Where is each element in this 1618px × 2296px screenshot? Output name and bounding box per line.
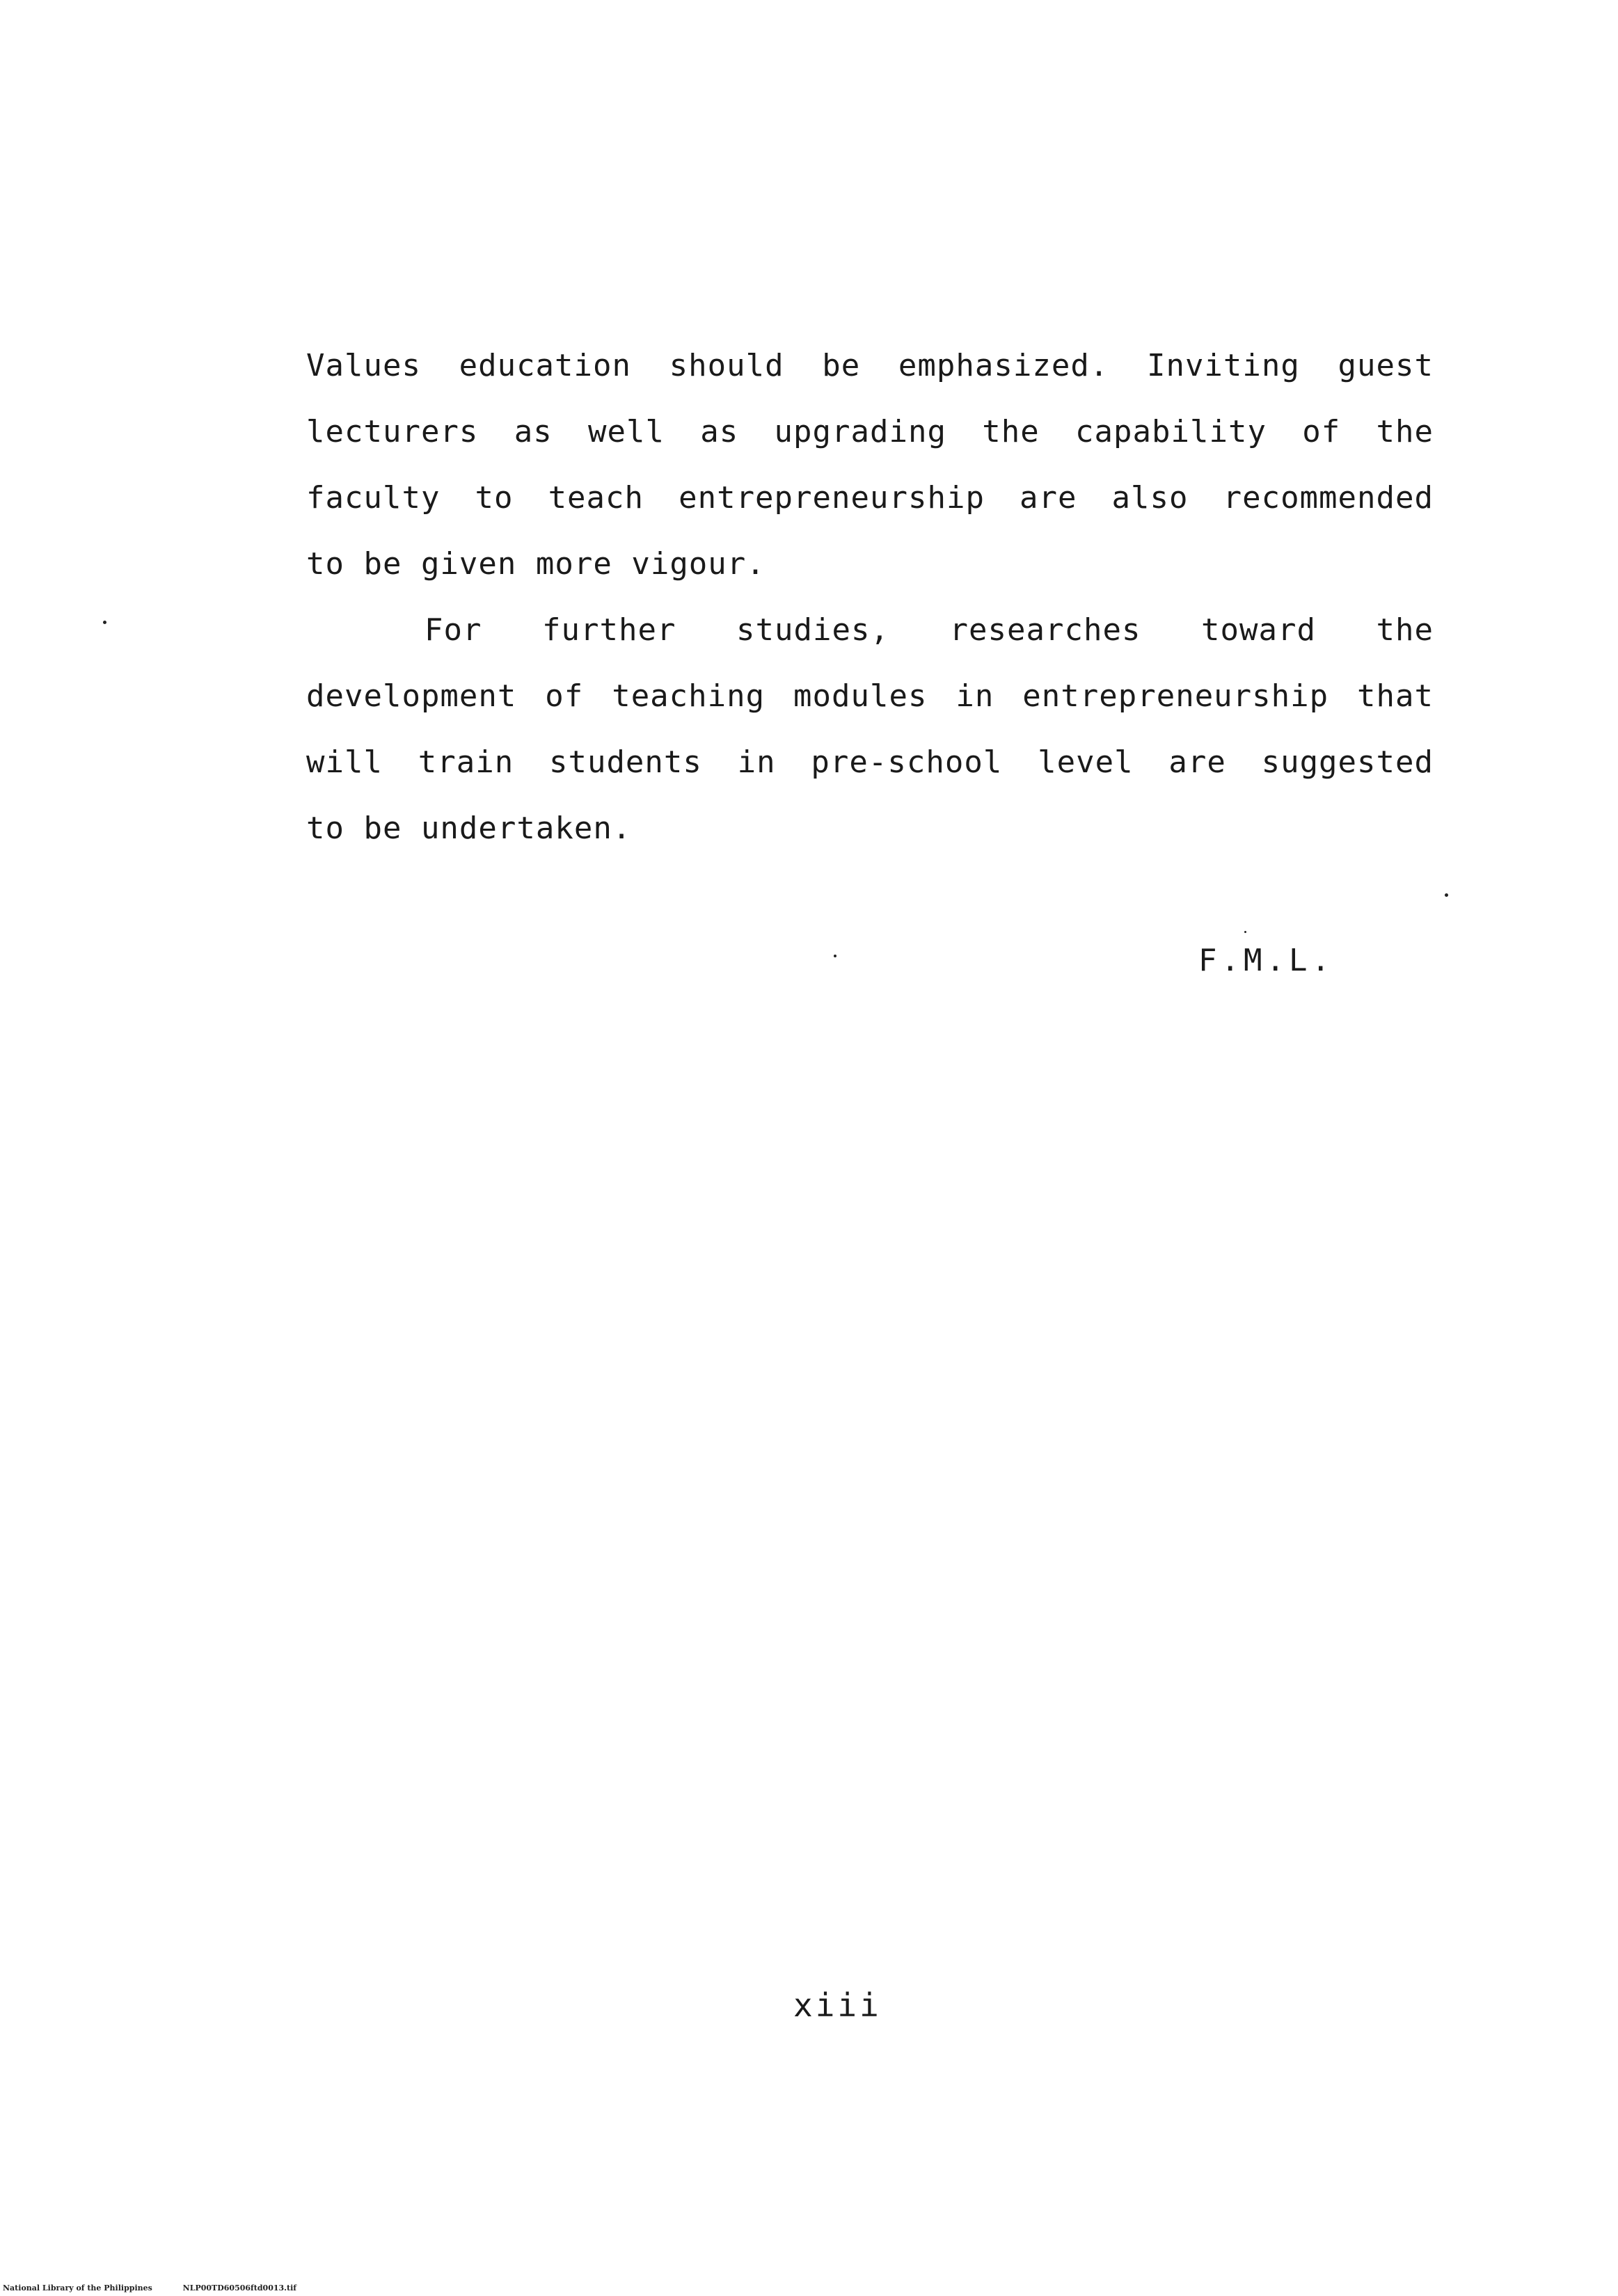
- paragraph-2-line: For further studies, researches toward the: [425, 612, 1434, 648]
- footer-file-name: NLP00TD60506ftd0013.tif: [182, 2283, 296, 2293]
- scan-speck: [1244, 931, 1246, 933]
- author-initials: F.M.L.: [1198, 943, 1334, 978]
- body-text: [306, 333, 1434, 861]
- scan-speck: [103, 621, 106, 624]
- paragraph-1-line: to be given more vigour.: [306, 546, 766, 582]
- scan-footer: [3, 2283, 296, 2293]
- footer-library-name: National Library of the Philippines: [3, 2283, 152, 2293]
- scan-speck: [834, 955, 836, 957]
- paragraph-1-line: faculty to teach entrepreneurship are also recommended: [306, 480, 1434, 516]
- paragraph-1-line: Values education should be emphasized. Inviting guest: [306, 348, 1434, 383]
- page-number: xiii: [793, 1986, 882, 2024]
- scan-speck: [1445, 893, 1448, 897]
- paragraph-2-line: development of teaching modules in entrepreneurship that: [306, 678, 1434, 714]
- paragraph-1-line: lecturers as well as upgrading the capability of the: [306, 414, 1434, 449]
- paragraph-2-line: to be undertaken.: [306, 811, 632, 846]
- paragraph-2-line: will train students in pre-school level are suggested: [306, 744, 1434, 780]
